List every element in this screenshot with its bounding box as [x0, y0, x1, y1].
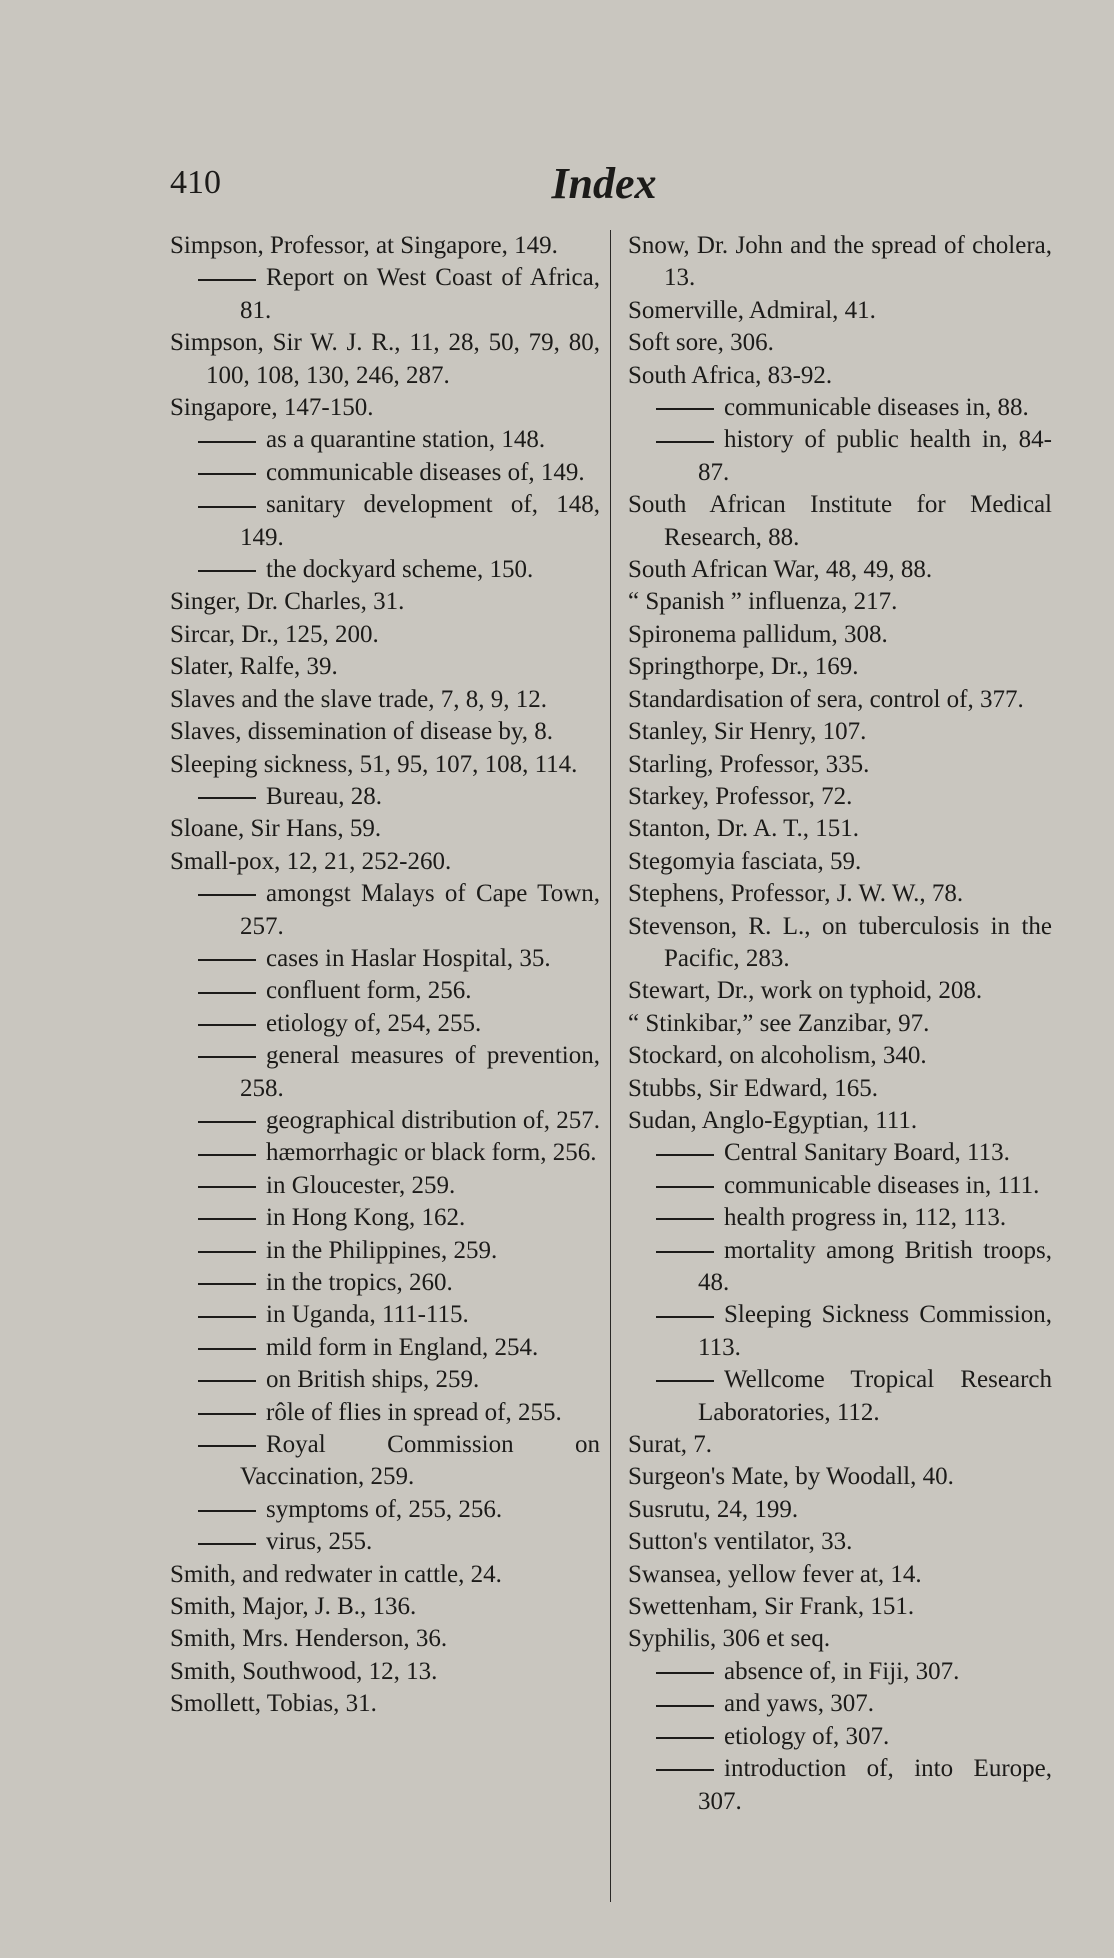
index-subentry — [170, 1202, 600, 1234]
repeat-dash — [198, 1154, 256, 1156]
entry-text: on British ships, 259. — [266, 1366, 480, 1394]
index-entry — [628, 1494, 1052, 1526]
entry-text: in Uganda, 111-115. — [266, 1301, 469, 1329]
repeat-dash — [198, 441, 256, 443]
entry-text: “ Spanish ” influenza, 217. — [628, 588, 898, 616]
repeat-dash — [656, 1186, 714, 1188]
index-entry — [170, 716, 600, 748]
index-subentry — [628, 392, 1052, 424]
entry-text: Sudan, Anglo-Egyptian, 111. — [628, 1106, 918, 1134]
index-subentry — [628, 1688, 1052, 1720]
entry-text: Sloane, Sir Hans, 59. — [170, 815, 382, 843]
index-subentry — [170, 1494, 600, 1526]
entry-text: Smith, Mrs. Henderson, 36. — [170, 1625, 448, 1653]
entry-text: sanitary development of, 148, 149. — [240, 491, 600, 551]
index-subentry — [170, 943, 600, 975]
index-entry — [628, 1040, 1052, 1072]
entry-text: South African Institute for Medical Research, 88. — [628, 491, 1052, 551]
entry-text: Bureau, 28. — [266, 782, 382, 810]
index-subentry — [628, 1235, 1052, 1300]
index-entry — [628, 619, 1052, 651]
entry-text: Stevenson, R. L., on tuberculosis in the Pacific, 283. — [628, 912, 1052, 972]
entry-text: health progress in, 112, 113. — [724, 1204, 1007, 1232]
entry-text: in the tropics, 260. — [266, 1269, 453, 1296]
index-entry — [628, 911, 1052, 976]
index-subentry — [170, 424, 600, 456]
index-subentry — [628, 1202, 1052, 1234]
repeat-dash — [198, 1056, 256, 1058]
index-entry — [628, 1559, 1052, 1591]
repeat-dash — [198, 279, 256, 281]
index-column-right — [628, 230, 1052, 1818]
entry-text: Standardisation of sera, control of, 377. — [628, 685, 1024, 713]
index-entry — [170, 392, 600, 424]
entry-text: Sleeping Sickness Commission, 113. — [698, 1301, 1052, 1361]
entry-text: communicable diseases of, 149. — [266, 458, 585, 486]
entry-text: Simpson, Professor, at Singapore, 149. — [170, 232, 558, 259]
repeat-dash — [198, 992, 256, 994]
index-subentry — [628, 1299, 1052, 1364]
index-entry — [628, 1623, 1052, 1655]
entry-text: Stubbs, Sir Edward, 165. — [628, 1074, 878, 1102]
entry-text: Slater, Ralfe, 39. — [170, 653, 338, 681]
index-entry — [170, 749, 600, 781]
repeat-dash — [198, 959, 256, 961]
repeat-dash — [198, 1024, 256, 1026]
repeat-dash — [656, 408, 714, 410]
entry-text: virus, 255. — [266, 1528, 373, 1556]
index-entry — [628, 327, 1052, 359]
index-subentry — [628, 424, 1052, 489]
index-entry — [170, 230, 600, 262]
entry-text: Wellcome Tropical Research Laboratories, 112. — [698, 1366, 1052, 1426]
index-entry — [170, 586, 600, 618]
entry-text: cases in Haslar Hospital, 35. — [266, 944, 551, 972]
entry-text: Stegomyia fasciata, 59. — [628, 847, 862, 875]
entry-text: communicable diseases in, 111. — [724, 1171, 1040, 1199]
repeat-dash — [198, 1251, 256, 1253]
index-entry — [628, 586, 1052, 618]
entry-text: absence of, in Fiji, 307. — [724, 1657, 960, 1685]
index-subentry — [170, 1040, 600, 1105]
index-subentry — [170, 1105, 600, 1137]
entry-text: Singer, Dr. Charles, 31. — [170, 588, 405, 616]
entry-text: general measures of prevention, 258. — [240, 1042, 600, 1102]
index-entry — [170, 327, 600, 392]
index-entry — [628, 781, 1052, 813]
entry-text: history of public health in, 84-87. — [698, 426, 1052, 486]
repeat-dash — [656, 441, 714, 443]
entry-text: Smith, Southwood, 12, 13. — [170, 1657, 438, 1685]
entry-text: Snow, Dr. John and the spread of cholera, 13. — [628, 232, 1052, 292]
entry-text: Singapore, 147-150. — [170, 394, 374, 422]
entry-text: Starling, Professor, 335. — [628, 750, 870, 778]
entry-text: Starkey, Professor, 72. — [628, 782, 853, 810]
index-entry — [628, 975, 1052, 1007]
entry-text: symptoms of, 255, 256. — [266, 1495, 503, 1523]
repeat-dash — [198, 1348, 256, 1350]
index-entry — [628, 230, 1052, 295]
entry-text: the dockyard scheme, 150. — [266, 556, 534, 584]
index-entry — [628, 813, 1052, 845]
index-entry — [628, 846, 1052, 878]
index-subentry — [170, 1526, 600, 1558]
entry-text: Somerville, Admiral, 41. — [628, 296, 876, 324]
index-entry — [628, 1429, 1052, 1461]
index-subentry — [628, 1753, 1052, 1818]
index-entry — [628, 1526, 1052, 1558]
entry-text: confluent form, 256. — [266, 977, 472, 1005]
entry-text: Sutton's ventilator, 33. — [628, 1528, 853, 1556]
entry-text: Small-pox, 12, 21, 252-260. — [170, 847, 452, 875]
index-entry — [628, 295, 1052, 327]
index-entry — [628, 878, 1052, 910]
index-subentry — [628, 1170, 1052, 1202]
repeat-dash — [198, 1543, 256, 1545]
entry-text: as a quarantine station, 148. — [266, 426, 546, 454]
index-entry — [170, 1656, 600, 1688]
entry-text: Spironema pallidum, 308. — [628, 620, 888, 648]
page-header — [170, 158, 1038, 218]
index-subentry — [170, 1332, 600, 1364]
index-subentry — [628, 1721, 1052, 1753]
entry-text: rôle of flies in spread of, 255. — [266, 1398, 562, 1426]
entry-text: Surat, 7. — [628, 1431, 713, 1459]
repeat-dash — [198, 1316, 256, 1318]
entry-text: Royal Commission on Vaccination, 259. — [240, 1431, 600, 1491]
index-subentry — [170, 1429, 600, 1494]
repeat-dash — [198, 473, 256, 475]
index-entry — [170, 1591, 600, 1623]
repeat-dash — [656, 1251, 714, 1253]
index-entry — [628, 489, 1052, 554]
repeat-dash — [656, 1769, 714, 1771]
repeat-dash — [198, 1445, 256, 1447]
repeat-dash — [198, 1283, 256, 1285]
index-entry — [170, 846, 600, 878]
entry-text: Smith, and redwater in cattle, 24. — [170, 1560, 502, 1588]
index-subentry — [628, 1137, 1052, 1169]
index-entry — [170, 1688, 600, 1720]
index-entry — [170, 1623, 600, 1655]
repeat-dash — [656, 1705, 714, 1707]
index-subentry — [628, 1364, 1052, 1429]
index-subentry — [170, 489, 600, 554]
entry-text: Stockard, on alcoholism, 340. — [628, 1042, 927, 1070]
entry-text: introduction of, into Europe, 307. — [698, 1755, 1052, 1815]
index-subentry — [170, 1299, 600, 1331]
entry-text: Surgeon's Mate, by Woodall, 40. — [628, 1463, 954, 1491]
running-title: Index — [551, 159, 657, 208]
entry-text: Stanley, Sir Henry, 107. — [628, 718, 867, 746]
entry-text: Stewart, Dr., work on typhoid, 208. — [628, 977, 983, 1005]
entry-text: geographical distribution of, 257. — [266, 1106, 600, 1134]
entry-text: Smollett, Tobias, 31. — [170, 1690, 377, 1718]
index-entry — [628, 684, 1052, 716]
entry-text: South Africa, 83-92. — [628, 361, 833, 389]
entry-text: mortality among British troops, 48. — [698, 1236, 1052, 1296]
index-entry — [170, 684, 600, 716]
index-entry — [628, 1008, 1052, 1040]
entry-text: Smith, Major, J. B., 136. — [170, 1593, 417, 1621]
entry-text: Stanton, Dr. A. T., 151. — [628, 815, 860, 843]
repeat-dash — [198, 1121, 256, 1123]
index-subentry — [170, 878, 600, 943]
entry-text: Swettenham, Sir Frank, 151. — [628, 1593, 915, 1621]
entry-text: etiology of, 307. — [724, 1722, 890, 1750]
repeat-dash — [198, 1413, 256, 1415]
repeat-dash — [656, 1218, 714, 1220]
entry-text: Syphilis, 306 et seq. — [628, 1625, 831, 1653]
index-subentry — [170, 1267, 600, 1299]
index-entry — [628, 749, 1052, 781]
entry-text: South African War, 48, 49, 88. — [628, 556, 933, 584]
index-subentry — [628, 1656, 1052, 1688]
entry-text: Simpson, Sir W. J. R., 11, 28, 50, 79, 80, 100, 108, 130, 246, 287. — [170, 329, 600, 389]
index-subentry — [170, 554, 600, 586]
index-entry — [170, 813, 600, 845]
entry-text: communicable diseases in, 88. — [724, 394, 1029, 422]
index-subentry — [170, 262, 600, 327]
repeat-dash — [198, 1380, 256, 1382]
index-subentry — [170, 1137, 600, 1169]
entry-text: in the Philippines, 259. — [266, 1236, 498, 1264]
repeat-dash — [198, 506, 256, 508]
repeat-dash — [656, 1316, 714, 1318]
repeat-dash — [198, 1510, 256, 1512]
entry-text: and yaws, 307. — [724, 1690, 874, 1718]
entry-text: Sleeping sickness, 51, 95, 107, 108, 114. — [170, 750, 578, 778]
index-column-left — [170, 230, 600, 1721]
entry-text: Report on West Coast of Africa, 81. — [240, 264, 600, 324]
entry-text: etiology of, 254, 255. — [266, 1009, 482, 1037]
index-entry — [628, 1591, 1052, 1623]
repeat-dash — [198, 797, 256, 799]
repeat-dash — [656, 1672, 714, 1674]
index-subentry — [170, 1170, 600, 1202]
entry-text: “ Stinkibar,” see Zanzibar, 97. — [628, 1009, 930, 1037]
index-subentry — [170, 1364, 600, 1396]
entry-text: Soft sore, 306. — [628, 329, 774, 357]
entry-text: Slaves, dissemination of disease by, 8. — [170, 718, 554, 746]
entry-text: Swansea, yellow fever at, 14. — [628, 1560, 922, 1588]
repeat-dash — [656, 1380, 714, 1382]
index-entry — [628, 1073, 1052, 1105]
repeat-dash — [656, 1154, 714, 1156]
index-entry — [628, 1105, 1052, 1137]
entry-text: in Hong Kong, 162. — [266, 1204, 466, 1232]
entry-text: amongst Malays of Cape Town, 257. — [240, 880, 600, 940]
repeat-dash — [656, 1737, 714, 1739]
index-subentry — [170, 1235, 600, 1267]
index-subentry — [170, 975, 600, 1007]
index-subentry — [170, 1008, 600, 1040]
entry-text: Central Sanitary Board, 113. — [724, 1139, 1010, 1167]
entry-text: Sircar, Dr., 125, 200. — [170, 620, 379, 648]
index-subentry — [170, 781, 600, 813]
entry-text: Stephens, Professor, J. W. W., 78. — [628, 880, 964, 908]
entry-text: Slaves and the slave trade, 7, 8, 9, 12. — [170, 685, 547, 713]
repeat-dash — [198, 894, 256, 896]
repeat-dash — [198, 1186, 256, 1188]
index-entry — [628, 716, 1052, 748]
page-number: 410 — [170, 164, 221, 201]
column-divider — [610, 230, 611, 1902]
entry-text: in Gloucester, 259. — [266, 1171, 456, 1199]
entry-text: hæmorrhagic or black form, 256. — [266, 1139, 597, 1167]
index-entry — [170, 651, 600, 683]
entry-text: Susrutu, 24, 199. — [628, 1495, 799, 1523]
entry-text: Springthorpe, Dr., 169. — [628, 653, 859, 681]
index-entry — [170, 619, 600, 651]
repeat-dash — [198, 570, 256, 572]
index-entry — [170, 1559, 600, 1591]
index-entry — [628, 360, 1052, 392]
index-subentry — [170, 1397, 600, 1429]
index-subentry — [170, 457, 600, 489]
index-entry — [628, 554, 1052, 586]
entry-text: mild form in England, 254. — [266, 1333, 539, 1361]
index-entry — [628, 1461, 1052, 1493]
index-entry — [628, 651, 1052, 683]
repeat-dash — [198, 1218, 256, 1220]
